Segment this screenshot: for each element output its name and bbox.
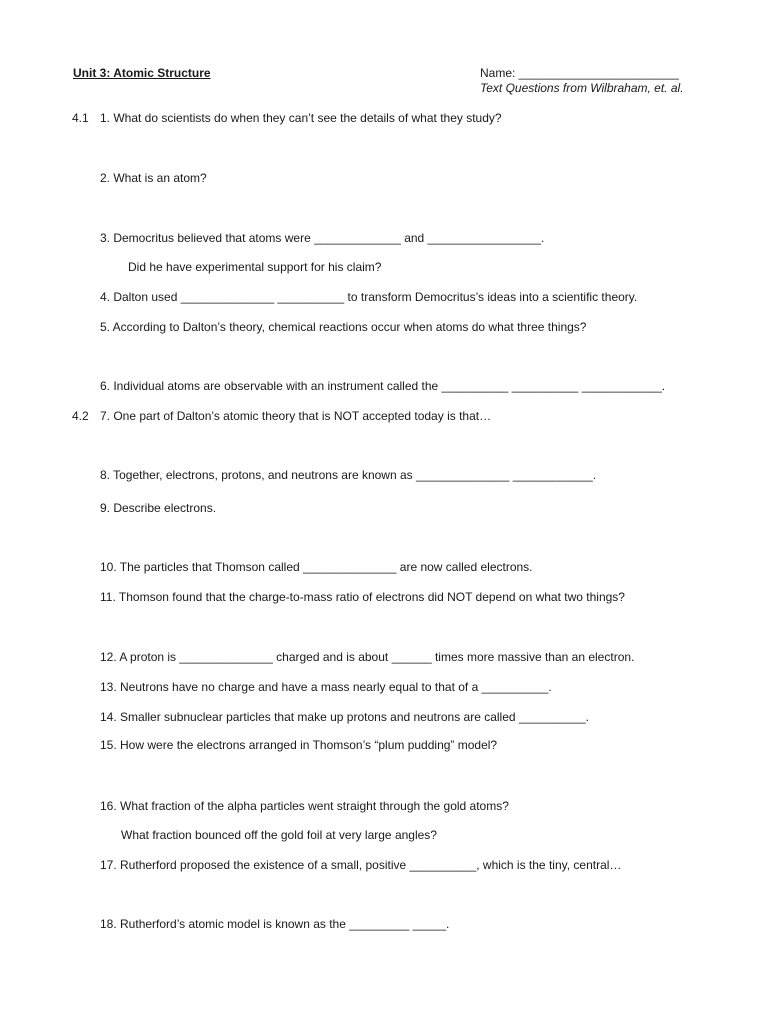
question-2: 2. What is an atom? <box>100 171 207 185</box>
question-11: 11. Thomson found that the charge-to-mass ratio of electrons did NOT depend on what two things? <box>100 590 625 604</box>
question-17: 17. Rutherford proposed the existence of a small, positive __________, which is the tiny, central… <box>100 858 622 872</box>
question-10: 10. The particles that Thomson called ______________ are now called electrons. <box>100 560 533 574</box>
question-7: 7. One part of Dalton’s atomic theory that is NOT accepted today is that… <box>100 409 492 423</box>
question-14: 14. Smaller subnuclear particles that make up protons and neutrons are called __________. <box>100 710 589 724</box>
question-18: 18. Rutherford’s atomic model is known as the _________ _____. <box>100 917 450 931</box>
question-13: 13. Neutrons have no charge and have a mass nearly equal to that of a __________. <box>100 680 552 694</box>
section-label-4-1: 4.1 <box>72 111 89 125</box>
question-3: 3. Democritus believed that atoms were _____________ and _________________. <box>100 231 545 245</box>
question-12: 12. A proton is ______________ charged and is about ______ times more massive than an electron. <box>100 650 635 664</box>
section-label-4-2: 4.2 <box>72 409 89 423</box>
question-9: 9. Describe electrons. <box>100 501 217 515</box>
worksheet-title: Unit 3: Atomic Structure <box>73 66 211 80</box>
question-16-followup: What fraction bounced off the gold foil at very large angles? <box>121 828 437 842</box>
question-4: 4. Dalton used ______________ __________ to transform Democritus’s ideas into a scientific theory. <box>100 290 638 304</box>
question-1: 1. What do scientists do when they can’t see the details of what they study? <box>100 111 502 125</box>
question-16: 16. What fraction of the alpha particles went straight through the gold atoms? <box>100 799 509 813</box>
question-8: 8. Together, electrons, protons, and neutrons are known as ______________ ____________. <box>100 468 597 482</box>
worksheet-subtitle: Text Questions from Wilbraham, et. al. <box>480 81 684 95</box>
question-15: 15. How were the electrons arranged in Thomson’s “plum pudding” model? <box>100 738 498 752</box>
name-field: Name: ________________________ <box>480 66 679 80</box>
question-3-followup: Did he have experimental support for his claim? <box>128 260 382 274</box>
question-6: 6. Individual atoms are observable with an instrument called the __________ __________ ____________. <box>100 379 666 393</box>
question-5: 5. According to Dalton’s theory, chemical reactions occur when atoms do what three things? <box>100 320 587 334</box>
